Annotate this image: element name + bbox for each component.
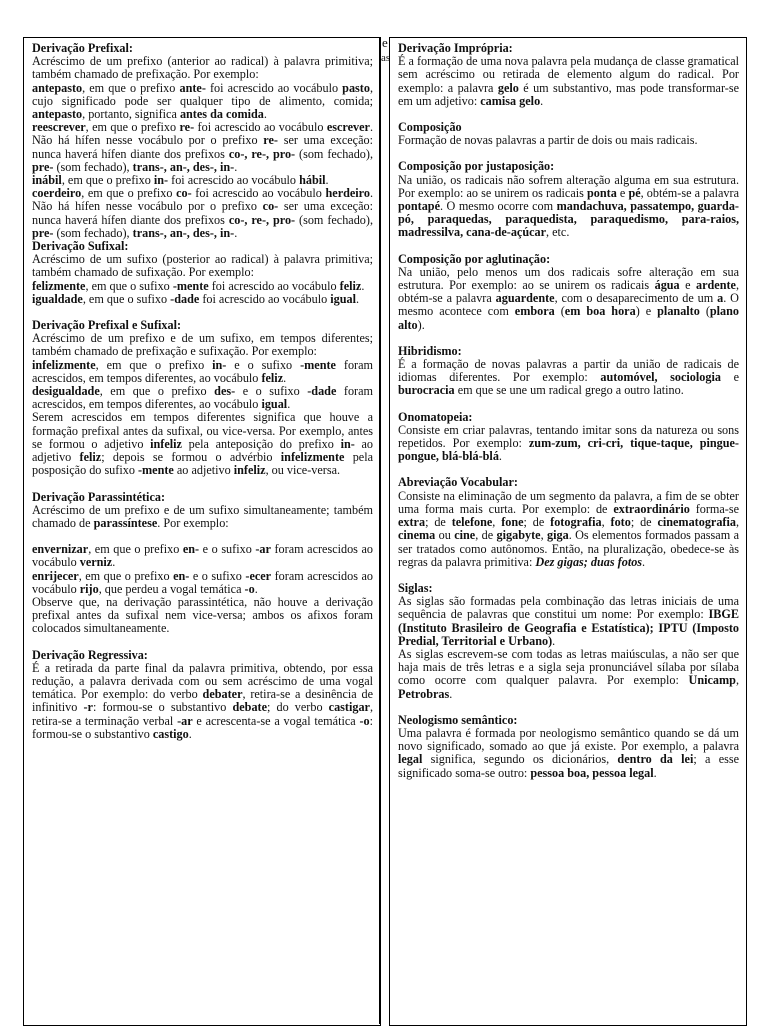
spacer bbox=[32, 478, 373, 491]
spacer bbox=[398, 332, 739, 345]
paragraph: Consiste na eliminação de um segmento da palavra, a fim de se obter uma forma mais curta. Por exemplo: de extraordinário forma-se extra; de telefone, fone; de fotografia, foto; de cinematografia, cinema ou cine, de gigabyte, giga. Os elementos formados passam a ser tratados como autônomos. Então, na pluralização, obedece-se às regras da palavra primitiva: Dez gigas; duas fotos. bbox=[398, 488, 740, 569]
section-heading: Composição por justaposição: bbox=[398, 159, 555, 174]
stray-mark: as bbox=[381, 52, 391, 64]
paragraph: Acréscimo de um sufixo (posterior ao radical) à palavra primitiva; também chamado de sufixação. Por exemplo: bbox=[32, 252, 373, 280]
section-heading: Onomatopeia: bbox=[398, 409, 473, 424]
section-heading: Derivação Prefixal e Sufixal: bbox=[32, 318, 182, 333]
paragraph: É a formação de uma nova palavra pela mudança de classe gramatical sem acréscimo ou retirada de elemento algum do radical. Por exemplo: a palavra gelo é um substantivo, mas pode transformar-se em um adjetivo: camisa gelo. bbox=[398, 54, 739, 108]
section-heading: Derivação Imprópria: bbox=[398, 41, 513, 55]
spacer bbox=[398, 569, 739, 582]
paragraph: infelizmente, em que o prefixo in- e o sufixo -mente foram acrescidos, em tempos diferentes, ao vocábulo feliz. bbox=[32, 357, 373, 385]
section-heading: Composição bbox=[398, 120, 462, 135]
paragraph: As siglas são formadas pela combinação das letras iniciais de uma sequência de palavras que constitui um nome: Por exemplo: IBGE (Instituto Brasileiro de Geografia e Estatística); IPTU (Imposto Predial, Territorial e Urbano). bbox=[398, 594, 739, 648]
section-heading: Derivação Parassintética: bbox=[32, 489, 166, 504]
spacer bbox=[398, 240, 739, 253]
paragraph: desigualdade, em que o prefixo des- e o sufixo -dade foram acrescidos, em tempos diferentes, ao vocábulo igual. bbox=[32, 384, 373, 412]
paragraph: envernizar, em que o prefixo en- e o sufixo -ar foram acrescidos ao vocábulo verniz. bbox=[32, 542, 373, 570]
paragraph: É a retirada da parte final da palavra primitiva, obtendo, por essa redução, a palavra derivada com ou sem acréscimo de uma vogal temática. Por exemplo: do verbo debater, retira-se a desinência de infinitivo -r: formou-se o substantivo debate; do verbo castigar, retira-se a terminação verbal -ar e acrescenta-se a vogal temática -o: formou-se o substantivo castigo. bbox=[32, 660, 374, 741]
column-divider bbox=[379, 37, 381, 1024]
paragraph: Na união, pelo menos um dos radicais sofre alteração em sua estrutura. Por exemplo: ao se unirem os radicais água e ardente, obtém-se a palavra aguardente, com o desaparecimento de um a. O mesmo acontece com embora (em boa hora) e planalto (plano alto). bbox=[398, 264, 740, 332]
paragraph: Acréscimo de um prefixo (anterior ao radical) à palavra primitiva; também chamado de prefixação. Por exemplo: bbox=[32, 54, 373, 82]
section-heading: Derivação Prefixal: bbox=[32, 41, 133, 55]
section-heading: Abreviação Vocabular: bbox=[398, 475, 518, 490]
stray-mark: e bbox=[382, 35, 388, 50]
section-heading: Siglas: bbox=[398, 580, 433, 595]
paragraph: igualdade, em que o sufixo -dade foi acrescido ao vocábulo igual. bbox=[32, 291, 360, 306]
paragraph: As siglas escrevem-se com todas as letras maiúsculas, a não ser que haja mais de três letras e a sigla seja pronunciável sílaba por sílaba como ocorre com qualquer palavra. Por exemplo: Unicamp, Petrobras. bbox=[398, 646, 739, 701]
section-heading: Derivação Regressiva: bbox=[32, 647, 148, 662]
section-heading: Hibridismo: bbox=[398, 343, 462, 358]
section-heading: Derivação Sufixal: bbox=[32, 239, 129, 254]
paragraph: É a formação de novas palavras a partir da união de radicais de idiomas diferentes. Por exemplo: automóvel, sociologia e burocracia em que se une um radical grego a outro latino. bbox=[398, 357, 739, 398]
left-column bbox=[23, 37, 381, 1026]
paragraph: Acréscimo de um prefixo e de um sufixo simultaneamente; também chamado de parassíntese. Por exemplo: bbox=[32, 502, 373, 530]
paragraph: Consiste em criar palavras, tentando imitar sons da natureza ou sons repetidos. Por exemplo: zum-zum, cri-cri, tique-taque, pingue-pongue, blá-blá-blá. bbox=[398, 422, 739, 464]
paragraph: Na união, os radicais não sofrem alteração alguma em sua estrutura. Por exemplo: ao se unirem os radicais ponta e pé, obtém-se a palavra pontapé. O mesmo ocorre com mandachuva, passatempo, guarda-pó, paraquedas, paraquedista, paraquedismo, para-raios, madressilva, cana-de-açúcar, etc. bbox=[398, 172, 739, 240]
paragraph: Acréscimo de um prefixo e de um sufixo, em tempos diferentes; também chamado de prefixação e sufixação. Por exemplo: bbox=[32, 331, 373, 359]
spacer bbox=[398, 701, 739, 714]
spacer bbox=[398, 398, 739, 411]
paragraph: Uma palavra é formada por neologismo semântico quando se dá um novo significado, somado ao que já existe. Por exemplo, a palavra legal significa, segundo os dicionários, dentro da lei; a esse significado soma-se outro: pessoa boa, pessoa legal. bbox=[398, 725, 739, 780]
spacer bbox=[32, 636, 373, 649]
right-column bbox=[389, 37, 747, 1026]
paragraph: felizmente, em que o sufixo -mente foi acrescido ao vocábulo feliz. bbox=[32, 278, 365, 293]
paragraph: Observe que, na derivação parassintética, não houve a derivação prefixal antes da sufixal nem vice-versa; ambos os afixos foram colocados simultaneamente. bbox=[32, 594, 373, 636]
paragraph: reescrever, em que o prefixo re- foi acrescido ao vocábulo escrever. Não há hífen nesse vocábulo por o prefixo re- ser uma exceção: nunca haverá hífen diante dos prefixos co-, re-, pro- (som fechado), pre- (som fechado), trans-, an-, des-, in-. bbox=[32, 120, 373, 174]
section-heading: Neologismo semântico: bbox=[398, 712, 518, 727]
paragraph: inábil, em que o prefixo in- foi acrescido ao vocábulo hábil. bbox=[32, 173, 329, 188]
paragraph: antepasto, em que o prefixo ante- foi acrescido ao vocábulo pasto, cujo significado pode ser qualquer tipo de alimento, comida; antepasto, portanto, significa antes da comida. bbox=[32, 80, 373, 122]
paragraph: enrijecer, em que o prefixo en- e o sufixo -ecer foram acrescidos ao vocábulo rijo, que perdeu a vogal temática -o. bbox=[32, 568, 373, 596]
paragraph: Serem acrescidos em tempos diferentes significa que houve a formação prefixal antes da sufixal, ou vice-versa. Por exemplo, antes se formou o adjetivo infeliz pela anteposição do prefixo in- ao adjetivo feliz; depois se formou o advérbio infelizmente pela posposição do sufixo -mente ao adjetivo infeliz, ou vice-versa. bbox=[32, 410, 373, 478]
paragraph: coerdeiro, em que o prefixo co- foi acrescido ao vocábulo herdeiro. Não há hífen nesse vocábulo por o prefixo co- ser uma exceção: nunca haverá hífen diante dos prefixos co-, re-, pro- (som fechado), pre- (som fechado), trans-, an-, des-, in-. bbox=[32, 186, 374, 240]
section-heading: Composição por aglutinação: bbox=[398, 251, 551, 266]
paragraph: Formação de novas palavras a partir de dois ou mais radicais. bbox=[398, 133, 698, 148]
